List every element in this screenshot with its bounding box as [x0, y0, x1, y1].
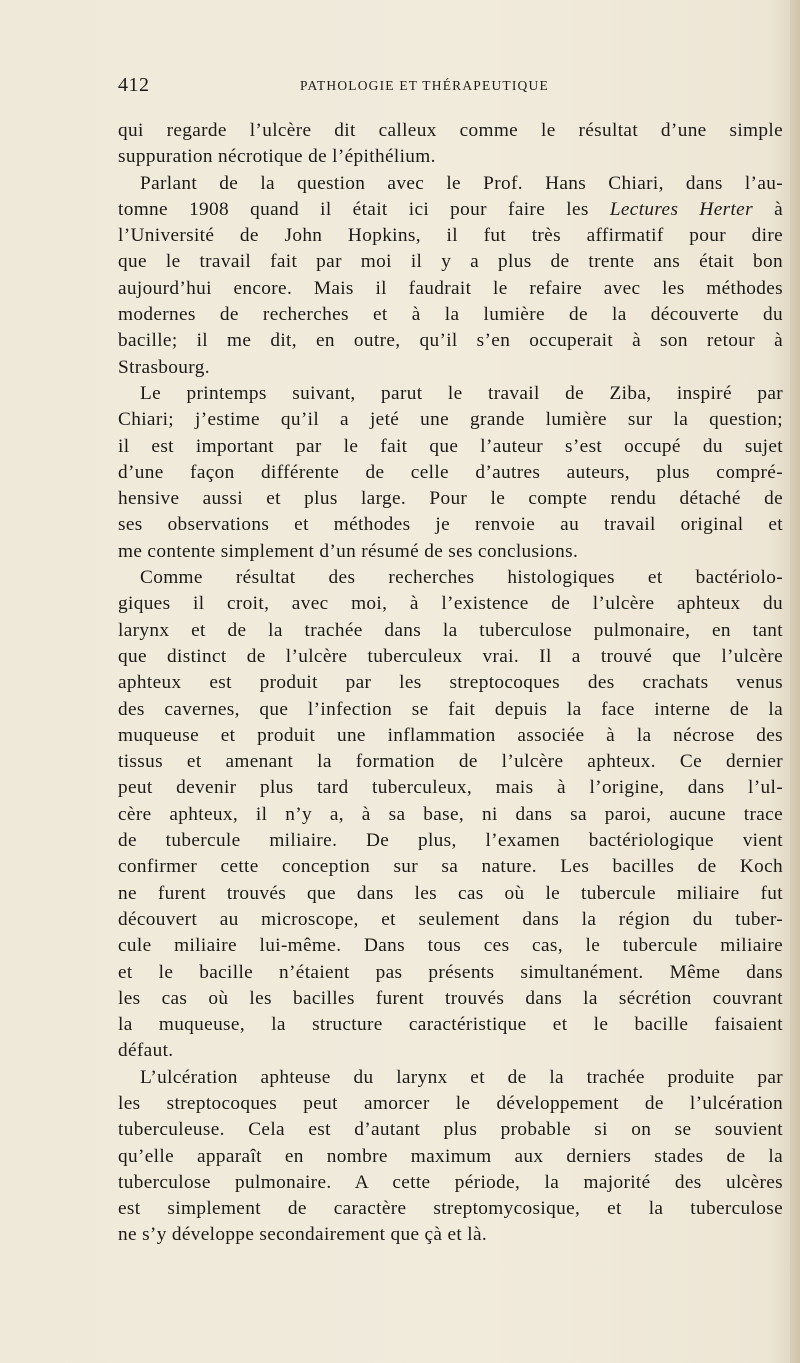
text-line: Strasbourg.: [118, 356, 210, 378]
running-head: PATHOLOGIE ET THÉRAPEUTIQUE: [300, 78, 549, 93]
text-line: la muqueuse, la structure caractéristique et le bacille faisaient: [118, 1014, 783, 1036]
text-line: défaut.: [118, 1040, 174, 1062]
text-line: les cas où les bacilles furent trouvés dans la sécrétion couvrant: [118, 987, 783, 1009]
text-line: ne furent trouvés que dans les cas où le tubercule miliaire fut: [118, 882, 783, 904]
text-line: confirmer cette conception sur sa nature. Les bacilles de Koch: [118, 856, 783, 878]
text-line: larynx et de la trachée dans la tuberculose pulmonaire, en tant: [118, 619, 783, 641]
text-line: découvert au microscope, et seulement dans la région du tuber-: [118, 908, 783, 930]
text-line: giques il croit, avec moi, à l’existence de l’ulcère aphteux du: [118, 593, 783, 615]
text-line: d’une façon différente de celle d’autres auteurs, plus compré-: [118, 461, 783, 483]
text-line: cule miliaire lui-même. Dans tous ces cas, le tubercule miliaire: [118, 935, 783, 957]
text-line: muqueuse et produit une inflammation associée à la nécrose des: [118, 724, 783, 746]
text-line: aujourd’hui encore. Mais il faudrait le refaire avec les méthodes: [118, 277, 783, 299]
text-line: tissus et amenant la formation de l’ulcère aphteux. Ce dernier: [118, 751, 783, 773]
text-line: Chiari; j’estime qu’il a jeté une grande lumière sur la question;: [118, 409, 783, 431]
text-line: que le travail fait par moi il y a plus de trente ans était bon: [118, 251, 783, 273]
text-line: qu’elle apparaît en nombre maximum aux derniers stades de la: [118, 1145, 783, 1167]
page-edge-shadow: [790, 0, 800, 1363]
text-line: tomne 1908 quand il était ici pour faire les Lectures Herter à: [118, 198, 783, 220]
text-line: que distinct de l’ulcère tuberculeux vrai. Il a trouvé que l’ulcère: [118, 645, 783, 667]
text-line: ne s’y développe secondairement que çà et là.: [118, 1224, 488, 1246]
text-line: L’ulcération aphteuse du larynx et de la trachée produite par: [140, 1066, 783, 1088]
text-line: tuberculeuse. Cela est d’autant plus probable si on se souvient: [118, 1119, 783, 1141]
body-text: [118, 118, 783, 1249]
text-line: aphteux est produit par les streptocoques des crachats venus: [118, 672, 783, 694]
text-line: est simplement de caractère streptomycosique, et la tuberculose: [118, 1198, 783, 1220]
text-line: l’Université de John Hopkins, il fut très affirmatif pour dire: [118, 225, 783, 247]
text-line: bacille; il me dit, en outre, qu’il s’en occuperait à son retour à: [118, 330, 783, 352]
text-line: de tubercule miliaire. De plus, l’examen bactériologique vient: [118, 830, 783, 852]
text-line: qui regarde l’ulcère dit calleux comme le résultat d’une simple: [118, 120, 783, 141]
page-number: 412: [118, 74, 150, 96]
text-line: Parlant de la question avec le Prof. Hans Chiari, dans l’au-: [140, 172, 783, 194]
text-line: ses observations et méthodes je renvoie au travail original et: [118, 514, 783, 536]
text-line: suppuration nécrotique de l’épithélium.: [118, 146, 436, 168]
text-line: hensive aussi et plus large. Pour le compte rendu détaché de: [118, 488, 783, 510]
text-line: cère aphteux, il n’y a, à sa base, ni dans sa paroi, aucune trace: [118, 803, 783, 825]
text-line: Comme résultat des recherches histologiques et bactériolo-: [140, 567, 783, 589]
text-line: il est important par le fait que l’auteur s’est occupé du sujet: [118, 435, 783, 457]
text-line: et le bacille n’étaient pas présents simultanément. Même dans: [118, 961, 783, 983]
text-line: les streptocoques peut amorcer le développement de l’ulcération: [118, 1092, 783, 1114]
text-line: me contente simplement d’un résumé de ses conclusions.: [118, 540, 579, 562]
text-line: des cavernes, que l’infection se fait depuis la face interne de la: [118, 698, 783, 720]
italic-title: Lectures Herter: [609, 198, 753, 220]
text-line: Le printemps suivant, parut le travail de Ziba, inspiré par: [140, 382, 783, 404]
text-line: modernes de recherches et à la lumière de la découverte du: [118, 304, 783, 326]
text-line: tuberculose pulmonaire. A cette période, la majorité des ulcères: [118, 1171, 783, 1193]
page-header: [118, 74, 783, 104]
text-line: peut devenir plus tard tuberculeux, mais à l’origine, dans l’ul-: [118, 777, 783, 799]
